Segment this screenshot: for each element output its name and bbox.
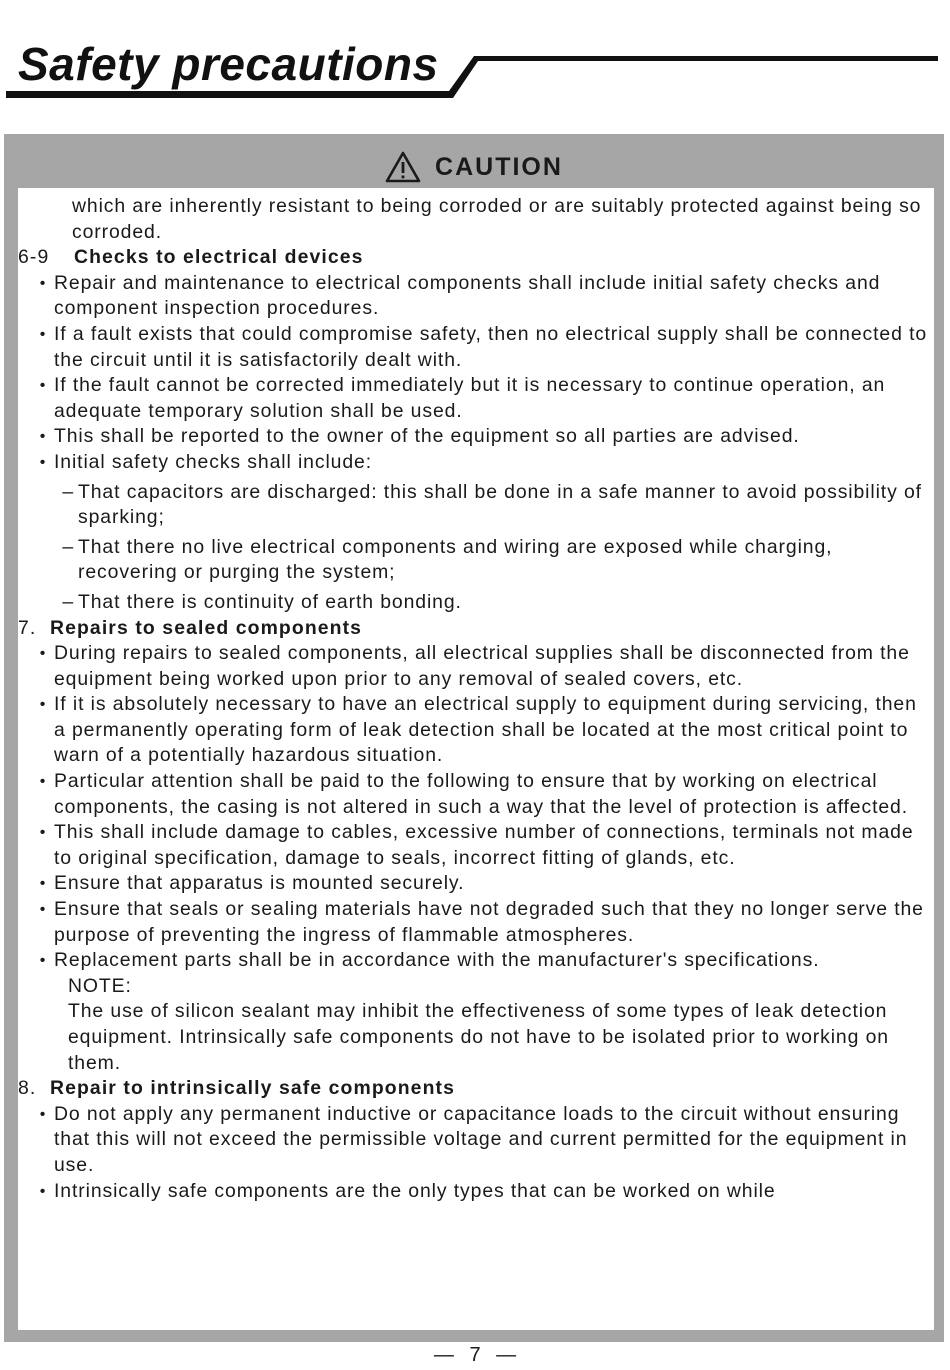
page-dash-left: — — [433, 1344, 454, 1366]
list-item: • Ensure that apparatus is mounted securely. — [39, 872, 465, 895]
list-item: • Ensure that seals or sealing materials have not degraded such that they no longer serve the purpose of preventing the ingress of flammable atmospheres. — [39, 898, 924, 946]
page-number — [0, 1344, 950, 1368]
list-item: • If it is absolutely necessary to have an electrical supply to equipment during servicing, then a permanently operating form of leak detection shall be located at the most critical point to warn of a potentially hazardous situation. — [39, 693, 917, 767]
list-item: • Particular attention shall be paid to the following to ensure that by working on electrical components, the casing is not altered in such a way that the level of protection is affected. — [39, 770, 909, 818]
intro-text: which are inherently resistant to being corroded or are suitably protected against being so corroded. — [72, 195, 922, 243]
page-title: Safety precautions — [18, 38, 439, 90]
list-item: • Initial safety checks shall include: — [39, 450, 373, 473]
list-item: • If a fault exists that could compromise safety, then no electrical supply shall be connected to the circuit until it is satisfactorily dealt with. — [39, 322, 928, 371]
list-item: • This shall be reported to the owner of the equipment so all parties are advised. — [39, 425, 800, 448]
sub-list-item: – That capacitors are discharged: this shall be done in a safe manner to avoid possibility of sparking; — [62, 480, 922, 529]
note-text: The use of silicon sealant may inhibit the effectiveness of some types of leak detection equipment. Intrinsically safe components do not have to be isolated prior to working on them. — [68, 1000, 889, 1074]
list-item: • This shall include damage to cables, excessive number of connections, terminals not made to original specification, damage to seals, incorrect fitting of glands, etc. — [39, 821, 914, 869]
section-title: Checks to electrical devices — [74, 246, 364, 269]
section-title: Repair to intrinsically safe components — [50, 1077, 455, 1100]
section-number: 7. — [18, 616, 37, 639]
page-dash-right: — — [496, 1344, 517, 1366]
page-number-value: 7 — [469, 1344, 481, 1366]
list-item: • During repairs to sealed components, all electrical supplies shall be disconnected from the equipment being worked upon prior to any removal of sealed covers, etc. — [39, 642, 910, 690]
caution-body — [18, 188, 934, 1330]
section-7-heading — [18, 616, 934, 642]
list-item: • If the fault cannot be corrected immediately but it is necessary to continue operation, an adequate temporary solution shall be used. — [39, 374, 886, 422]
section-number: 6-9 — [18, 246, 50, 269]
caution-label: CAUTION — [435, 152, 563, 181]
list-item: • Intrinsically safe components are the only types that can be worked on while — [39, 1179, 776, 1202]
warning-triangle-icon — [385, 151, 421, 183]
sub-list-item: – That there no live electrical components and wiring are exposed while charging, recovering or purging the system; — [62, 535, 833, 584]
safety-text — [18, 194, 934, 1204]
section-title: Repairs to sealed components — [50, 616, 363, 639]
sub-list-item: – That there is continuity of earth bonding. — [62, 590, 462, 613]
list-item: • Replacement parts shall be in accordance with the manufacturer's specifications. — [39, 949, 820, 972]
list-item: • Do not apply any permanent inductive or capacitance loads to the circuit without ensuring that this will not exceed the permissible voltage and current permitted for the equipment in use. — [39, 1102, 908, 1176]
caution-header — [4, 150, 944, 184]
section-6-9-heading — [18, 245, 934, 271]
section-8-heading — [18, 1076, 934, 1102]
section-number: 8. — [18, 1077, 37, 1100]
header-rule — [0, 0, 950, 110]
list-item: • Repair and maintenance to electrical components shall include initial safety checks and component inspection procedures. — [39, 271, 881, 320]
note-label: NOTE: — [68, 974, 132, 997]
caution-box — [4, 134, 944, 1342]
